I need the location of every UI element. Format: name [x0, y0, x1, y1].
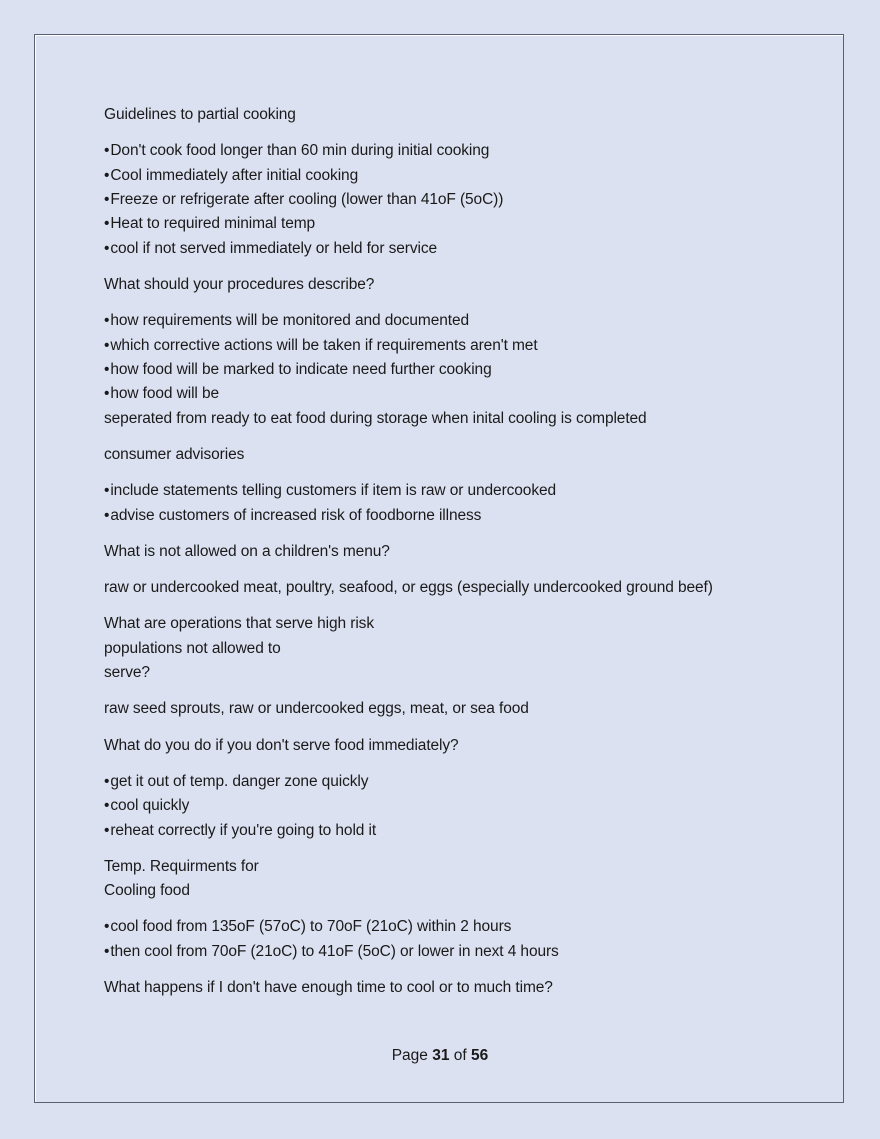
section-heading-line: What are operations that serve high risk: [104, 615, 374, 633]
document-content: [104, 103, 804, 1000]
section-partial-cooking: [104, 103, 804, 261]
section-heading-line: Temp. Requirments for: [104, 857, 259, 875]
section-heading-line: serve?: [104, 664, 150, 682]
list-item: • include statements telling customers if item is raw or undercooked: [104, 479, 804, 503]
list-item: • how requirements will be monitored and documented: [104, 309, 804, 333]
list-item-continuation: seperated from ready to eat food during storage when inital cooling is completed: [104, 409, 647, 427]
page-prefix: Page: [391, 1047, 428, 1064]
section-cooling-temp-requirements: [104, 855, 804, 964]
list-item: • Don't cook food longer than 60 min during initial cooking: [104, 139, 804, 163]
section-heading: What do you do if you don't serve food immediately?: [104, 736, 459, 754]
list-item: • cool if not served immediately or held for service: [104, 237, 804, 261]
section-cooling-time-question: [104, 976, 804, 1000]
section-childrens-menu: [104, 540, 804, 601]
list-item: • cool quickly: [104, 794, 804, 818]
section-procedures: [104, 273, 804, 431]
section-heading: What is not allowed on a children's menu?: [104, 542, 390, 560]
of-label: of: [453, 1047, 467, 1064]
section-high-risk-populations: [104, 612, 804, 721]
section-heading: What should your procedures describe?: [104, 276, 375, 294]
section-answer: raw seed sprouts, raw or undercooked eggs, meat, or sea food: [104, 700, 529, 718]
list-item: • then cool from 70oF (21oC) to 41oF (5oC) or lower in next 4 hours: [104, 940, 804, 964]
section-heading-line: populations not allowed to: [104, 639, 281, 657]
section-not-served-immediately: [104, 734, 804, 843]
list-item: • reheat correctly if you're going to hold it: [104, 819, 804, 843]
section-consumer-advisories: [104, 443, 804, 528]
current-page-number: 31: [432, 1047, 450, 1064]
section-heading: consumer advisories: [104, 446, 245, 464]
section-heading-line: Cooling food: [104, 882, 190, 900]
section-heading: Guidelines to partial cooking: [104, 106, 296, 123]
list-item: • how food will be: [104, 382, 804, 406]
page-footer: [0, 1045, 880, 1067]
list-item: • Heat to required minimal temp: [104, 212, 804, 236]
section-heading: What happens if I don't have enough time to cool or to much time?: [104, 978, 553, 996]
list-item: • cool food from 135oF (57oC) to 70oF (21oC) within 2 hours: [104, 915, 804, 939]
list-item: • how food will be marked to indicate need further cooking: [104, 358, 804, 382]
list-item: • get it out of temp. danger zone quickly: [104, 770, 804, 794]
list-item: • advise customers of increased risk of foodborne illness: [104, 504, 804, 528]
list-item: • which corrective actions will be taken if requirements aren't met: [104, 334, 804, 358]
list-item: • Freeze or refrigerate after cooling (lower than 41oF (5oC)): [104, 188, 804, 212]
section-answer: raw or undercooked meat, poultry, seafood, or eggs (especially undercooked ground beef): [104, 579, 713, 597]
total-pages-number: 56: [471, 1047, 489, 1064]
list-item: • Cool immediately after initial cooking: [104, 164, 804, 188]
